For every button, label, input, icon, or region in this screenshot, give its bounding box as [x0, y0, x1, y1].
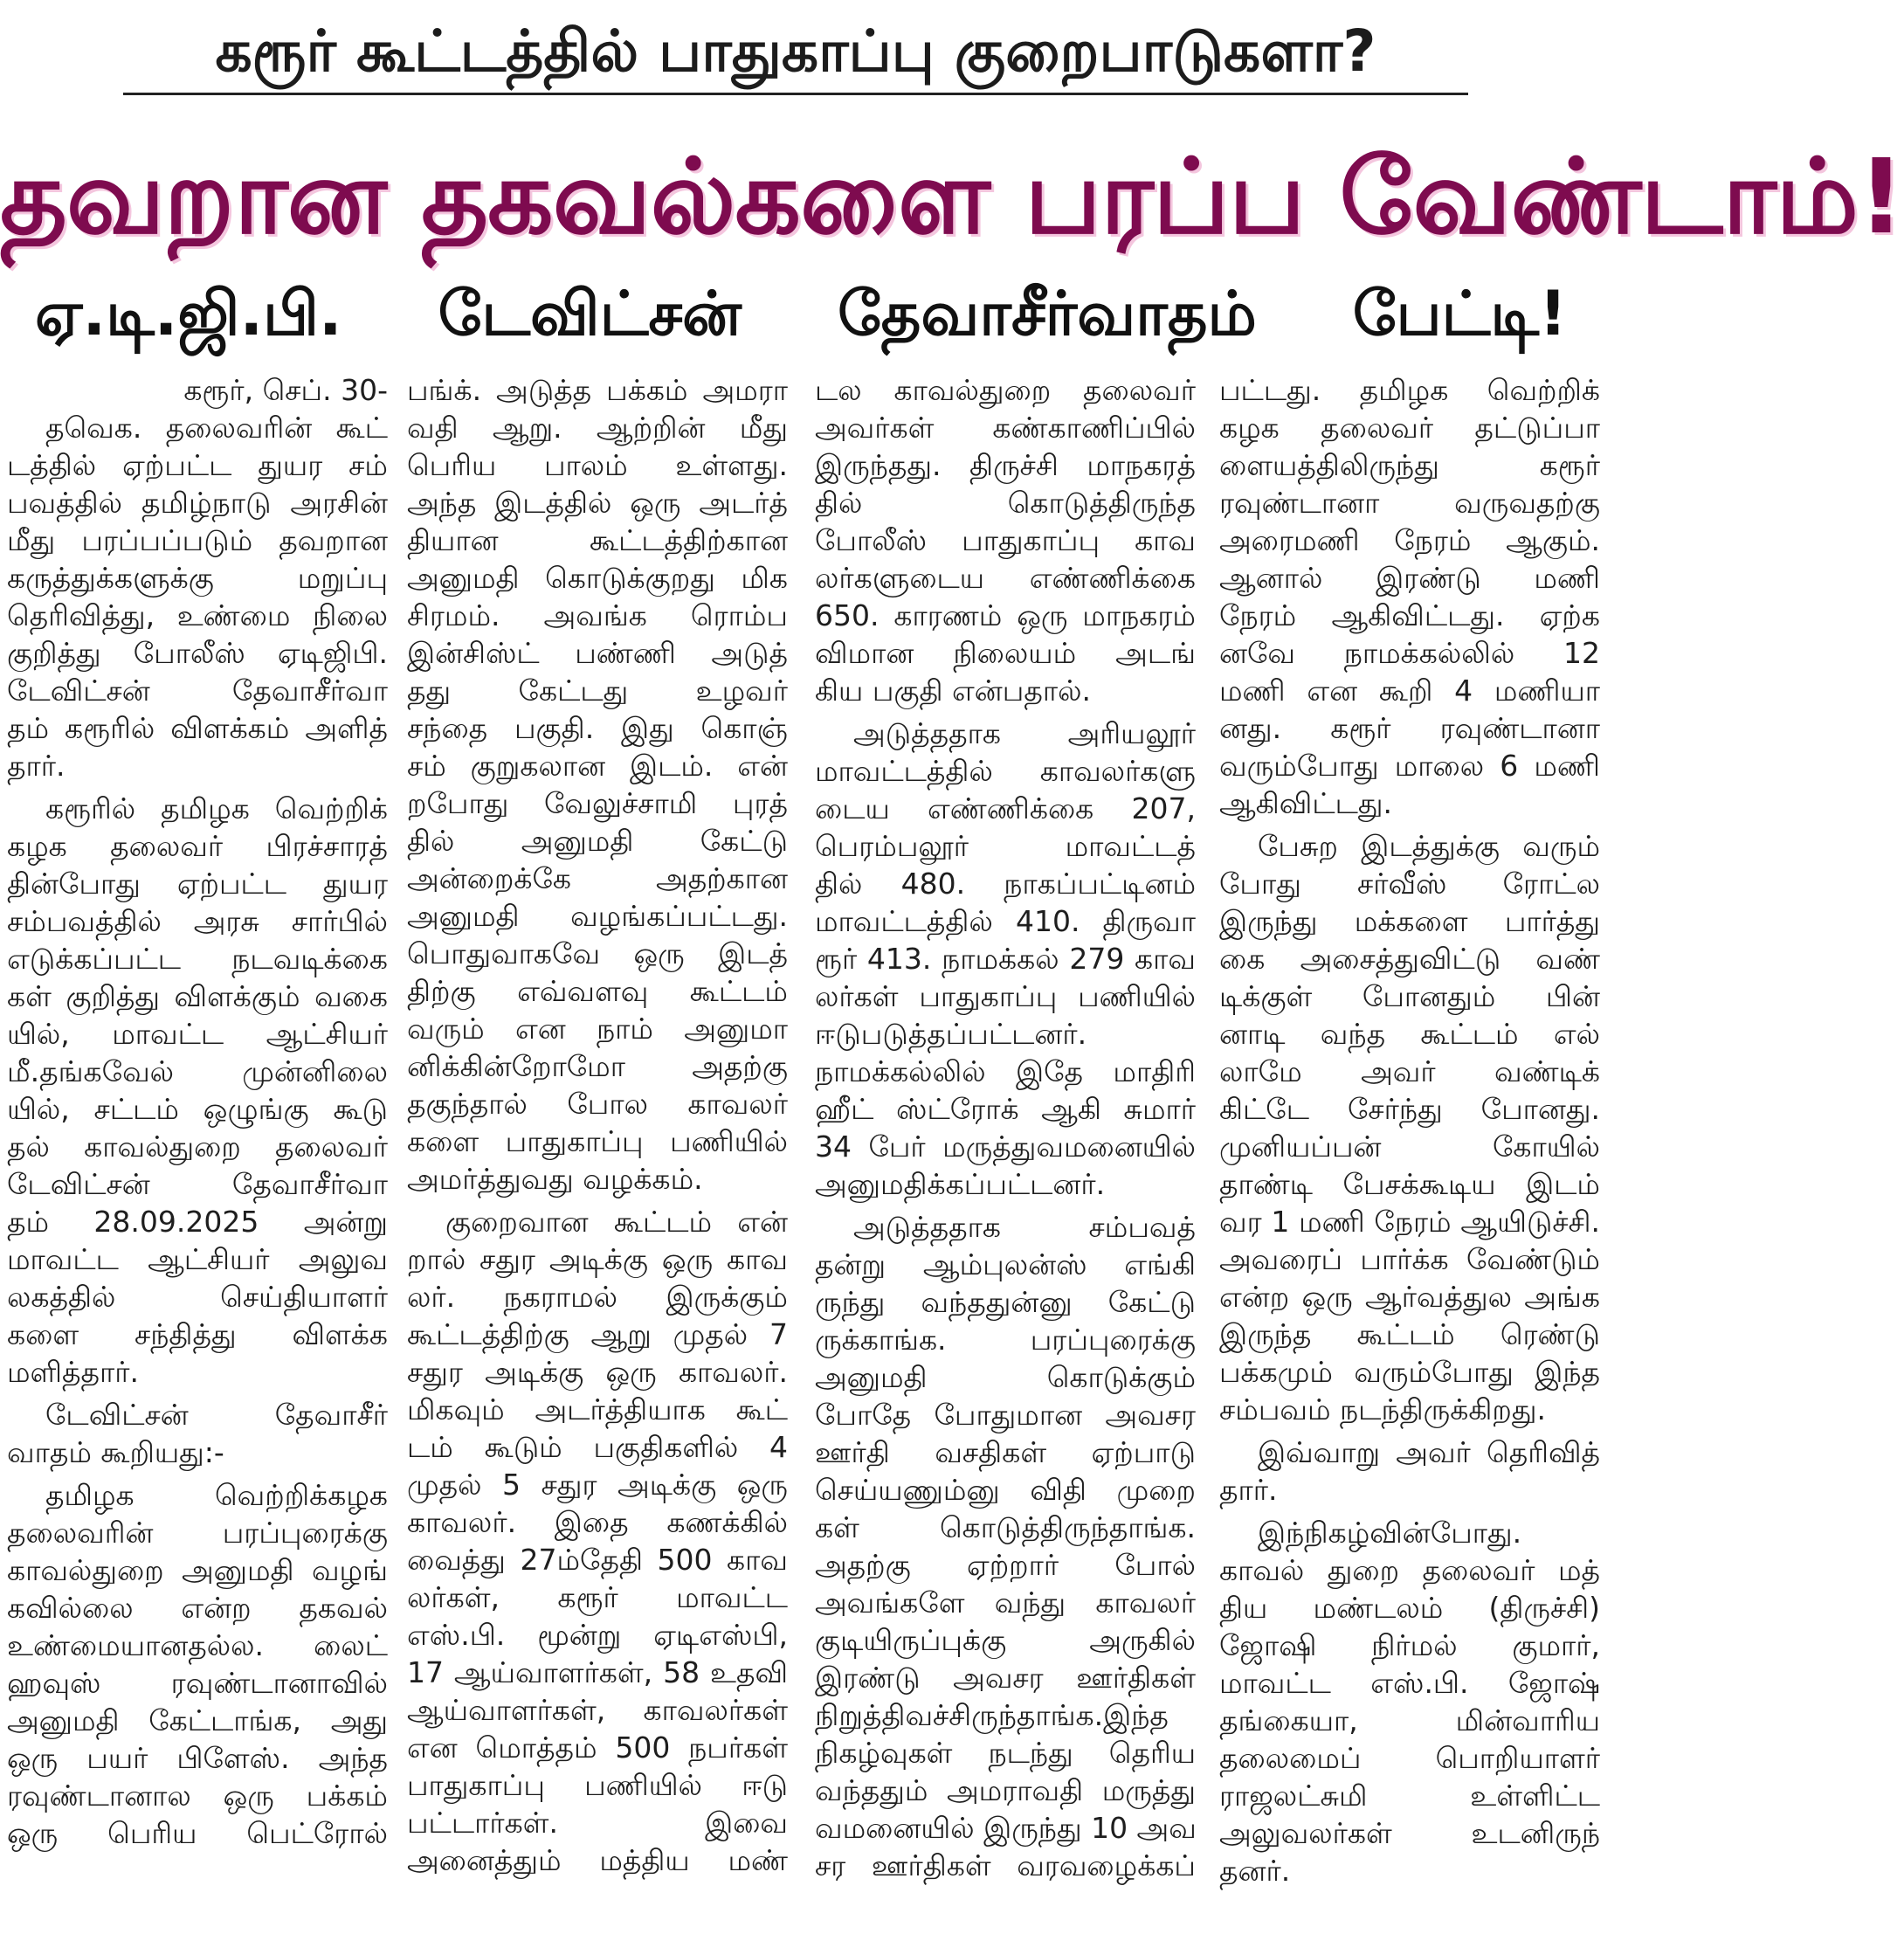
text-line: பாதுகாப்பு பணியில் ஈடு — [407, 1768, 788, 1802]
text-line: காவல் துறை தலைவர் மத் — [1219, 1553, 1600, 1587]
text-line: நாமக்கல்லில் இதே மாதிரி — [815, 1054, 1196, 1088]
text-line: முனியப்பன் கோயில் — [1219, 1129, 1600, 1164]
text-line: போது சர்வீஸ் ரோட்ல — [1219, 867, 1600, 901]
text-line: தாண்டி பேசக்கூடிய இடம் — [1219, 1167, 1600, 1201]
text-line: டேவிட்சன் தேவாசீர்வா — [7, 1167, 388, 1201]
text-line: வைத்து 27ம்தேதி 500 காவ — [407, 1543, 788, 1577]
text-line: லர். நகராமல் இருக்கும் — [407, 1280, 788, 1314]
text-line: தெரிவித்து, உண்மை நிலை — [7, 598, 388, 632]
text-line: நிறுத்திவச்சிருந்தாங்க.இந்த — [815, 1698, 1169, 1732]
text-line: தவெக. தலைவரின் கூட் — [45, 411, 388, 445]
text-line: லகத்தில் செய்தியாளர் — [7, 1280, 388, 1314]
text-line: 17 ஆய்வாளர்கள், 58 உதவி — [407, 1655, 788, 1689]
text-line: சம்பவம் நடந்திருக்கிறது. — [1219, 1392, 1546, 1426]
text-line: தியான கூட்டத்திற்கான — [407, 523, 788, 557]
text-line: சம்பவத்தில் அரசு சார்பில் — [7, 904, 388, 938]
text-line: தில் கொடுத்திருந்த — [815, 486, 1196, 520]
paragraph — [815, 371, 1196, 709]
text-line: டிக்குள் போனதும் பின் — [1219, 979, 1600, 1013]
text-line: தம் கரூரில் விளக்கம் அளித் — [7, 711, 388, 745]
text-line: போதே போதுமான அவசர — [815, 1398, 1196, 1432]
text-line: றபோது வேலுச்சாமி புரத் — [407, 786, 788, 820]
text-line: லர்கள் பாதுகாப்பு பணியில் — [815, 979, 1196, 1013]
text-line: தன்று ஆம்புலன்ஸ் எங்கி — [815, 1247, 1196, 1281]
text-line: 34 பேர் மருத்துவமனையில் — [815, 1129, 1196, 1164]
text-line: மீ.தங்கவேல் முன்னிலை — [7, 1054, 388, 1088]
paragraph — [815, 1208, 1196, 1884]
text-line: பெரிய பாலம் உள்ளது. — [407, 448, 788, 482]
text-line: களை சந்தித்து விளக்க — [7, 1317, 388, 1351]
article-column-2 — [407, 371, 788, 1926]
text-line: போலீஸ் பாதுகாப்பு காவ — [815, 523, 1196, 557]
text-line: ருக்காங்க. பரப்புரைக்கு — [815, 1323, 1196, 1357]
text-line: னவே நாமக்கல்லில் 12 — [1219, 636, 1600, 670]
text-line: யில், சட்டம் ஒழுங்கு கூடு — [7, 1092, 388, 1126]
text-line: பட்டது. தமிழக வெற்றிக் — [1219, 373, 1600, 407]
text-line: குறித்து போலீஸ் ஏடிஜிபி. — [7, 636, 388, 670]
text-line: டைய எண்ணிக்கை 207, — [815, 791, 1196, 825]
text-line: அனைத்தும் மத்திய மண் — [407, 1843, 788, 1877]
text-line: திற்கு எவ்வளவு கூட்டம் — [407, 974, 788, 1008]
text-line: கை அசைத்துவிட்டு வண் — [1219, 942, 1600, 976]
text-line: ஊர்தி வசதிகள் ஏற்பாடு — [815, 1435, 1196, 1469]
text-line: அனுமதி கேட்டாங்க, அது — [7, 1703, 388, 1737]
text-line: செய்யணும்னு விதி முறை — [815, 1473, 1196, 1507]
text-line: கருத்துக்களுக்கு மறுப்பு — [7, 561, 388, 595]
text-line: கிட்டே சேர்ந்து போனது. — [1219, 1092, 1600, 1126]
text-line: ஒரு பயர் பிளேஸ். அந்த — [7, 1741, 388, 1775]
text-line: தமிழக வெற்றிக்கழக — [45, 1478, 388, 1512]
text-line: லாமே அவர் வண்டிக் — [1219, 1054, 1600, 1088]
text-line: பட்டார்கள். இவை — [407, 1806, 788, 1840]
text-line: தகுந்தால் போல காவலர் — [407, 1087, 788, 1121]
text-line: குடியிருப்புக்கு அருகில் — [815, 1623, 1196, 1657]
text-line: டேவிட்சன் தேவாசீர் — [45, 1398, 388, 1432]
text-line: சர ஊர்திகள் வரவழைக்கப் — [815, 1848, 1196, 1882]
text-line: டம் கூடும் பகுதிகளில் 4 — [407, 1430, 788, 1464]
text-line: இருந்து மக்களை பார்த்து — [1219, 904, 1600, 938]
paragraph — [407, 1203, 788, 1879]
text-line: மாவட்ட எஸ்.பி. ஜோஷ் — [1219, 1666, 1600, 1700]
article-column-1 — [7, 371, 388, 1926]
paragraph — [815, 715, 1196, 1203]
text-line: ஆகிவிட்டது. — [1219, 786, 1392, 820]
text-line: முதல் 5 சதுர அடிக்கு ஒரு — [407, 1468, 788, 1502]
text-line: சந்தை பகுதி. இது கொஞ் — [407, 711, 788, 745]
text-line: டல காவல்துறை தலைவர் — [815, 373, 1196, 407]
text-line: ரவுண்டானா வருவதற்கு — [1219, 486, 1600, 520]
text-line: உண்மையானதல்ல. லைட் — [7, 1628, 388, 1662]
paragraph — [7, 790, 388, 1391]
text-line: என மொத்தம் 500 நபர்கள் — [407, 1730, 788, 1765]
text-line: ருந்து வந்ததுன்னு கேட்டு — [815, 1285, 1196, 1319]
text-line: 650. காரணம் ஒரு மாநகரம் — [815, 598, 1196, 632]
text-line: தது கேட்டது உழவர் — [407, 673, 788, 708]
text-line: வமனையில் இருந்து 10 அவ — [815, 1811, 1197, 1845]
text-line: தார். — [1219, 1473, 1278, 1507]
text-line: தல் காவல்துறை தலைவர் — [7, 1129, 388, 1164]
text-line: கவில்லை என்ற தகவல் — [7, 1591, 388, 1625]
text-line: ஆனால் இரண்டு மணி — [1219, 561, 1600, 595]
text-line: ஆய்வாளர்கள், காவலர்கள் — [407, 1693, 788, 1727]
text-line: விமான நிலையம் அடங் — [815, 636, 1196, 670]
text-line: பொதுவாகவே ஒரு இடத் — [407, 936, 788, 970]
text-line: லர்களுடைய எண்ணிக்கை — [815, 561, 1196, 595]
paragraph — [1219, 371, 1600, 822]
text-line: ளையத்திலிருந்து கரூர் — [1219, 448, 1600, 482]
paragraph — [1219, 1433, 1600, 1509]
text-line: இந்நிகழ்வின்போது. — [1258, 1516, 1522, 1550]
text-line: பேசுற இடத்துக்கு வரும் — [1258, 829, 1600, 863]
text-line: அடுத்ததாக அரியலூர் — [853, 716, 1196, 750]
text-line: இவ்வாறு அவர் தெரிவித் — [1258, 1435, 1600, 1469]
text-line: ரவுண்டானால ஒரு பக்கம் — [7, 1779, 388, 1813]
text-line: அவரைப் பார்க்க வேண்டும் — [1219, 1242, 1600, 1276]
text-line: பங்க். அடுத்த பக்கம் அமரா — [407, 373, 788, 407]
text-line: வரும் என நாம் அனுமா — [407, 1012, 788, 1046]
text-line: என்ற ஒரு ஆர்வத்துல அங்க — [1219, 1280, 1600, 1314]
text-line: தின்போது ஏற்பட்ட துயர — [7, 867, 388, 901]
text-line: லர்கள், கரூர் மாவட்ட — [407, 1580, 788, 1614]
text-line: மணி என கூறி 4 மணியா — [1219, 673, 1600, 708]
text-line: ஹவுஸ் ரவுண்டானாவில் — [7, 1666, 388, 1700]
text-line: னிக்கின்றோமோ அதற்கு — [407, 1049, 788, 1083]
text-line: அமர்த்துவது வழக்கம். — [407, 1162, 703, 1196]
text-line: ஹீட் ஸ்ட்ரோக் ஆகி சுமார் — [815, 1092, 1196, 1126]
article-column-4 — [1219, 371, 1600, 1926]
text-line: குறைவான கூட்டம் என் — [445, 1205, 788, 1239]
text-line: நிகழ்வுகள் நடந்து தெரிய — [815, 1736, 1196, 1770]
text-line: மாவட்டத்தில் 410. திருவா — [815, 904, 1196, 938]
text-line: தம் 28.09.2025 அன்று — [7, 1205, 388, 1239]
text-line: வாதம் கூறியது:- — [7, 1435, 224, 1469]
text-line: யில், மாவட்ட ஆட்சியர் — [7, 1017, 388, 1051]
text-line: அடுத்ததாக சம்பவத் — [853, 1210, 1196, 1244]
text-line: டத்தில் ஏற்பட்ட துயர சம் — [7, 448, 388, 482]
text-line: நேரம் ஆகிவிட்டது. ஏற்க — [1219, 598, 1600, 632]
text-line: அனுமதி வழங்கப்பட்டது. — [407, 899, 788, 933]
text-line: தலைமைப் பொறியாளர் — [1219, 1741, 1600, 1775]
kicker-underline — [123, 93, 1468, 95]
text-line: தில் 480. நாகப்பட்டினம் — [815, 867, 1196, 901]
paragraph — [7, 409, 388, 784]
paragraph — [1219, 827, 1600, 1428]
text-line: எடுக்கப்பட்ட நடவடிக்கை — [7, 942, 388, 976]
text-line: கழக தலைவர் தட்டுப்பா — [1219, 411, 1600, 445]
text-line: மளித்தார். — [7, 1355, 139, 1389]
text-line: களை பாதுகாப்பு பணியில் — [407, 1124, 788, 1158]
text-line: இருந்த கூட்டம் ரெண்டு — [1219, 1317, 1600, 1351]
text-line: அவங்களே வந்து காவலர் — [815, 1585, 1196, 1620]
paragraph — [7, 1396, 388, 1471]
text-line: அந்த இடத்தில் ஒரு அடர்த் — [407, 486, 788, 520]
text-line: வதி ஆறு. ஆற்றின் மீது — [407, 411, 788, 445]
text-line: கள் குறித்து விளக்கும் வகை — [7, 979, 388, 1013]
text-line: கழக தலைவர் பிரச்சாரத் — [7, 829, 388, 863]
paragraph — [1219, 1514, 1600, 1889]
text-line: அவர்கள் கண்காணிப்பில் — [815, 411, 1196, 445]
text-line: மீது பரப்பப்படும் தவறான — [7, 523, 388, 557]
text-line: அனுமதி கொடுக்குறது மிக — [407, 561, 788, 595]
text-line: னது. கரூர் ரவுண்டானா — [1219, 711, 1600, 745]
text-line: அன்றைக்கே அதற்கான — [407, 861, 788, 895]
text-line: அனுமதி கொடுக்கும் — [815, 1360, 1196, 1394]
text-line: கூட்டத்திற்கு ஆறு முதல் 7 — [407, 1317, 788, 1351]
text-line: தலைவரின் பரப்புரைக்கு — [7, 1516, 388, 1550]
text-line: அரைமணி நேரம் ஆகும். — [1219, 523, 1600, 557]
text-line: ஒரு பெரிய பெட்ரோல் — [7, 1816, 388, 1850]
article-column-3 — [815, 371, 1196, 1926]
text-line: னாடி வந்த கூட்டம் எல் — [1219, 1017, 1600, 1051]
text-line: சதுர அடிக்கு ஒரு காவலர். — [407, 1355, 788, 1389]
text-line: தில் அனுமதி கேட்டு — [407, 824, 788, 858]
text-line: அலுவலர்கள் உடனிருந் — [1219, 1816, 1600, 1850]
text-line: எஸ்.பி. மூன்று ஏடிஎஸ்பி, — [407, 1618, 788, 1652]
text-line: மிகவும் அடர்த்தியாக கூட் — [407, 1392, 788, 1426]
text-line: அனுமதிக்கப்பட்டனர். — [815, 1167, 1106, 1201]
text-line: மாவட்டத்தில் காவலர்களு — [815, 754, 1196, 788]
text-line: வரும்போது மாலை 6 மணி — [1219, 749, 1600, 783]
text-line: ஜோஷி நிர்மல் குமார், — [1219, 1628, 1600, 1662]
text-line: ரூர் 413. நாமக்கல் 279 காவ — [815, 942, 1196, 976]
text-line: தார். — [7, 749, 66, 783]
text-line: பவத்தில் தமிழ்நாடு அரசின் — [7, 486, 388, 520]
dateline: கரூர், செப். 30- — [183, 373, 388, 407]
sub-headline: ஏ.டி.ஜி.பி. டேவிட்சன் தேவாசீர்வாதம் பேட்டி! — [35, 278, 1567, 349]
text-line: இரண்டு அவசர ஊர்திகள் — [815, 1661, 1196, 1695]
text-line: சிரமம். அவங்க ரொம்ப — [407, 598, 788, 632]
text-line: அதற்கு ஏற்றார் போல் — [815, 1548, 1196, 1582]
text-line: தனர். — [1219, 1854, 1291, 1888]
kicker-headline: கரூர் கூட்டத்தில் பாதுகாப்பு குறைபாடுகளா? — [215, 17, 1376, 85]
text-line: இருந்தது. திருச்சி மாநகரத் — [815, 448, 1196, 482]
text-line: டேவிட்சன் தேவாசீர்வா — [7, 673, 388, 708]
text-line: இன்சிஸ்ட் பண்ணி அடுத் — [407, 636, 788, 670]
text-line: கள் கொடுத்திருந்தாங்க. — [815, 1510, 1196, 1544]
text-line: கிய பகுதி என்பதால். — [815, 673, 1091, 708]
main-headline: தவறான தகவல்களை பரப்ப வேண்டாம்! — [0, 136, 1904, 257]
text-line: சம் குறுகலான இடம். என் — [407, 749, 788, 783]
text-line: தங்கையா, மின்வாரிய — [1219, 1703, 1600, 1737]
text-line: ராஜலட்சுமி உள்ளிட்ட — [1219, 1779, 1600, 1813]
text-line: காவல்துறை அனுமதி வழங் — [7, 1553, 388, 1587]
text-line: றால் சதுர அடிக்கு ஒரு காவ — [407, 1242, 788, 1276]
text-line: ஈடுபடுத்தப்பட்டனர். — [815, 1017, 1087, 1051]
text-line: வந்ததும் அமராவதி மருத்து — [815, 1773, 1196, 1807]
paragraph — [407, 371, 788, 1198]
text-line: காவலர். இதை கணக்கில் — [407, 1505, 788, 1539]
text-line: பக்கமும் வரும்போது இந்த — [1219, 1355, 1600, 1389]
text-line: திய மண்டலம் (திருச்சி) — [1219, 1591, 1600, 1625]
paragraph — [7, 1476, 388, 1852]
text-line: பெரம்பலூர் மாவட்டத் — [815, 829, 1196, 863]
text-line: மாவட்ட ஆட்சியர் அலுவ — [7, 1242, 388, 1276]
text-line: வர 1 மணி நேரம் ஆயிடுச்சி. — [1219, 1205, 1600, 1239]
text-line: கரூரில் தமிழக வெற்றிக் — [45, 791, 388, 825]
